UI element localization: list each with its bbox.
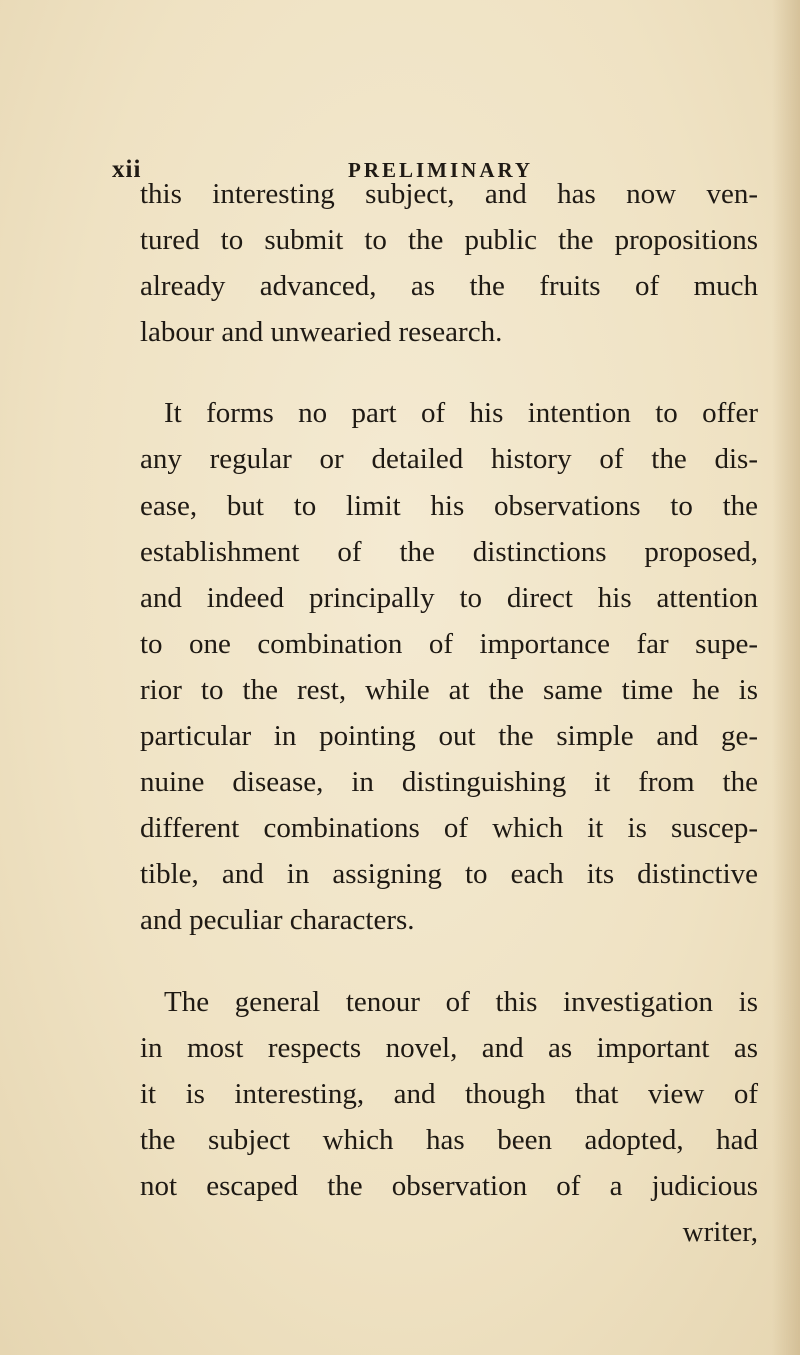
page-number: xii [112, 156, 142, 183]
text-line: particular in pointing out the simple and ge- [140, 720, 758, 753]
text-line: establishment of the distinctions proposed, [140, 535, 758, 568]
text-line: in most respects novel, and as important as [140, 1031, 758, 1064]
text-line: The general tenour of this investigation is [164, 985, 758, 1018]
text-line: different combinations of which it is suscep- [140, 812, 758, 845]
text-line: ease, but to limit his observations to the [140, 489, 758, 522]
paragraph-1 [140, 171, 758, 355]
text-line: this interesting subject, and has now ven- [140, 178, 758, 210]
text-line: it is interesting, and though that view of [140, 1077, 758, 1110]
paragraph-2 [140, 390, 758, 943]
text-line: the subject which has been adopted, had [140, 1123, 758, 1156]
text-line: not escaped the observation of a judicious [140, 1169, 758, 1202]
text-line: and indeed principally to direct his attention [140, 581, 758, 614]
text-line: nuine disease, in distinguishing it from the [140, 766, 758, 799]
page-edge-shadow [772, 0, 800, 1355]
text-line: to one combination of importance far supe- [140, 627, 758, 660]
text-line: tible, and in assigning to each its distinctive [140, 858, 758, 891]
text-line: already advanced, as the fruits of much [140, 270, 758, 303]
page-heading: PRELIMINARY [348, 158, 534, 182]
text-line: labour and unwearied research. [140, 316, 503, 349]
catchword: writer, [682, 1215, 758, 1248]
text-line: rior to the rest, while at the same time he is [140, 673, 758, 706]
text-line: any regular or detailed history of the dis- [140, 443, 758, 476]
paragraph-3 [140, 979, 758, 1256]
text-line: and peculiar characters. [140, 904, 415, 937]
text-line: It forms no part of his intention to offer [164, 397, 758, 430]
body-text [140, 171, 758, 1290]
text-line: tured to submit to the public the propositions [140, 224, 758, 257]
